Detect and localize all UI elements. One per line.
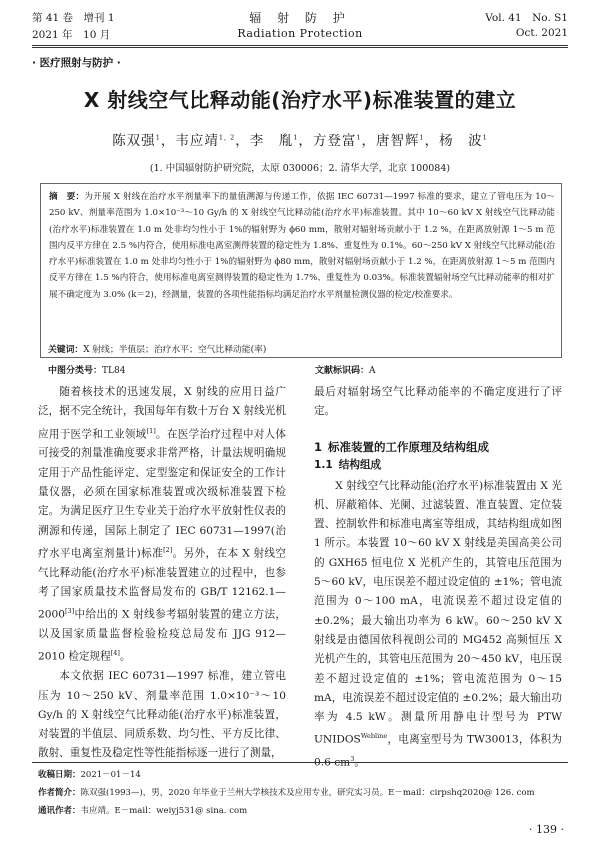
body-text: X 射线空气比释动能(治疗水平)标准装置由 X 光机、屏蔽箱体、光阑、过滤装置、准直装置、定位装置、控制软件和标准电离室等组成，其结构组成如图 1 所示。本装置 10～60 kV X 射线是美国高美公司的 GXH65 恒电位 X 光机产生的，其管电压范围为 5～60 kV，电压误差不超过设定值的 ±1%；管电流范围为 0～100 mA，电流误差不超过设定值的 ±0.2%；最大输出功率为 6 kW。60～250 kV X 射线是由德国依科视朗公司的 MG452 高频恒压 X 光机产生的，其管电压范围为 20～450 kV，电压误差不超过设定值的 ±1%；管电流范围为 0～15 mA，电流误差不超过设定值的 ±0.2%；最大输出功率为 4.5 kW。测量所用静电计型号为 PTW UNIDOS xyxy=(314,479,562,746)
date-cn: 2021 年 10 月 xyxy=(32,29,111,41)
header-rule-bottom xyxy=(32,47,568,48)
clc-number xyxy=(48,363,125,376)
author-name: ，杨 波 xyxy=(424,133,483,149)
corresponding-author xyxy=(38,802,568,820)
clc-value: TL84 xyxy=(102,366,126,376)
author-affil-mark: 1 xyxy=(482,133,488,142)
footnote xyxy=(38,766,568,820)
author-affil-mark: 1 xyxy=(293,133,299,142)
body-text: 。 xyxy=(119,650,131,663)
body-column-left xyxy=(38,383,286,764)
footnote-text: 2021－01－14 xyxy=(80,770,141,780)
article-title: X 射线空气比释动能(治疗水平)标准装置的建立 xyxy=(83,88,517,112)
superscript: Webline xyxy=(360,732,388,741)
journal-name-cn: 辐 射 防 护 xyxy=(249,11,351,25)
author-name: ，韦应靖 xyxy=(160,133,219,149)
author-affil-mark: 1, 2 xyxy=(218,133,236,142)
author-name: ，唐智辉 xyxy=(361,133,420,149)
abstract-box xyxy=(40,183,562,358)
body-text: 中给出的 X 射线参考辐射装置的建立方法，以及国家质量监督检验检疫总局发布 JJG 912—2010 检定规程 xyxy=(38,608,286,663)
body-column-right xyxy=(314,383,562,773)
volume-cn: 第 41 卷 增刊 1 xyxy=(32,12,115,24)
keywords-label: 关键词： xyxy=(48,345,84,355)
doc-code-label: 文献标识码： xyxy=(315,366,370,376)
citation-ref: [3] xyxy=(64,607,75,616)
footnote-label: 收稿日期： xyxy=(38,770,81,780)
affiliations: (1. 中国辐射防护研究院，太原 030006；2. 清华大学，北京 100084) xyxy=(149,163,451,174)
footnote-text: 韦应靖。E－mail：weiyj531@ sina. com xyxy=(80,806,248,816)
date-en: Oct. 2021 xyxy=(515,27,568,39)
section-heading xyxy=(314,438,562,456)
section-number: 1 xyxy=(314,439,323,454)
body-paragraph xyxy=(314,477,562,774)
section-tag: · 医疗照射与防护 · xyxy=(32,57,121,69)
subsection-heading xyxy=(314,456,562,474)
body-text: 随着核技术的迅速发展，X 射线的应用日益广泛，据不完全统计，我国每年有数十万台 X 射线光机应用于医学和工业领域 xyxy=(38,386,286,441)
author-affil-mark: 1 xyxy=(356,133,362,142)
citation-ref: [4] xyxy=(110,649,120,658)
received-date xyxy=(38,766,568,784)
body-text: ，电离室型号为 TW30013，体积为 0.6 cm xyxy=(314,733,562,769)
body-text: 。在医学治疗过程中对人体可接受的剂量准确度要求非常严格，计量法规明确规定用于产品性能评定、定型鉴定和保证安全的工作计量仪器，必须在国家标准装置或次级标准装置下检定。为满足医疗卫生专业关于治疗水平放射性仪表的溯源和传递，国际上制定了 IEC 60731—1997(治疗水平电离室剂量计)标准 xyxy=(38,428,287,560)
citation-ref: [2] xyxy=(163,545,173,554)
journal-name-en: Radiation Protection xyxy=(237,27,363,40)
author-bio xyxy=(38,784,568,802)
abstract-label: 摘 要： xyxy=(49,192,85,202)
footnote-text: 陈双强(1993—)，男，2020 年毕业于兰州大学核技术及应用专业，研究实习员。E－mail：cirpshq2020@ 126. com xyxy=(80,788,535,798)
superscript: 3 xyxy=(350,755,355,764)
clc-label: 中图分类号： xyxy=(48,366,103,376)
citation-ref: [1] xyxy=(146,426,156,435)
footnote-rule xyxy=(32,762,568,763)
author-name: ，方登富 xyxy=(298,133,357,149)
keywords-text: X 射线；半值层；治疗水平；空气比释动能(率) xyxy=(83,345,267,355)
abstract-text: 为开展 X 射线在治疗水平剂量率下的量值溯源与传递工作，依据 IEC 60731—1997 标准的要求，建立了管电压为 10～250 kV、剂量率范围为 1.0×10⁻³～10 Gy/h 的 X 射线空气比释动能(治疗水平)标准装置。其中 10～60 kV X 射线空气比释动能(治疗水平)标准装置在 1.0 m 处非均匀性小于 1%的辐射野为 ϕ60 mm，散射对辐射场贡献小于 1.2 %，在距离放射源 1～5 m 范围内反平方律在 2.5 %内符合，使用标准电离室测得装置的稳定性为 1.8%、重复性为 0.1%。60～250 kV X 射线空气比释动能(治疗水平)标准装置在 1.0 m 处非均匀性小于 1%的辐射野为 ϕ80 mm，散射对辐射场贡献小于 1.2 %，在距离放射源 1～5 m 范围内反平方律在 1.5 %内符合，使用标准电离室测得装置的稳定性为 1.7%、重复性为 0.03%。标准装置辐射场空气比释动能率的相对扩展不确定度为 3.0% (k＝2)，经测量，装置的各项性能指标均满足治疗水平剂量检测仪器的检定/校准要求。 xyxy=(49,192,555,300)
document-code xyxy=(315,363,376,376)
section-heading-text: 标准装置的工作原理及结构组成 xyxy=(328,439,490,454)
footnote-label: 作者简介： xyxy=(38,788,81,798)
author-affil-mark: 1 xyxy=(419,133,425,142)
subsection-number: 1.1 xyxy=(314,458,333,471)
body-paragraph xyxy=(38,383,286,667)
body-text: 。另外，在本 X 射线空气比释动能(治疗水平)标准装置建立的过程中，也参考了国家质量技术监督局发布的 GB/T 12162.1—2000 xyxy=(38,547,286,621)
doc-code-value: A xyxy=(369,366,376,376)
keywords xyxy=(48,342,266,355)
footnote-label: 通讯作者： xyxy=(38,806,81,816)
author-list xyxy=(0,129,600,149)
body-text: 。 xyxy=(354,756,365,769)
body-paragraph: 最后对辐射场空气比释动能率的不确定度进行了评定。 xyxy=(314,386,562,418)
author-name: 陈双强 xyxy=(112,133,156,149)
page-number: · 139 · xyxy=(529,823,564,836)
running-header xyxy=(32,8,568,44)
body-paragraph: 本文依据 IEC 60731—1997 标准，建立管电压为 10～250 kV、剂量率范围 1.0×10⁻³～10 Gy/h 的 X 射线空气比释动能(治疗水平)标准装置，对装置的半值层、同质系数、均匀性、平方反比律、散射、重复性及稳定性等性能指标逐一进行了测量， xyxy=(38,670,286,760)
author-affil-mark: 1 xyxy=(155,133,161,142)
subsection-heading-text: 结构组成 xyxy=(338,458,382,471)
author-name: ，李 胤 xyxy=(235,133,294,149)
header-rule-top xyxy=(32,45,568,46)
volume-en: Vol. 41 No. S1 xyxy=(485,12,568,24)
